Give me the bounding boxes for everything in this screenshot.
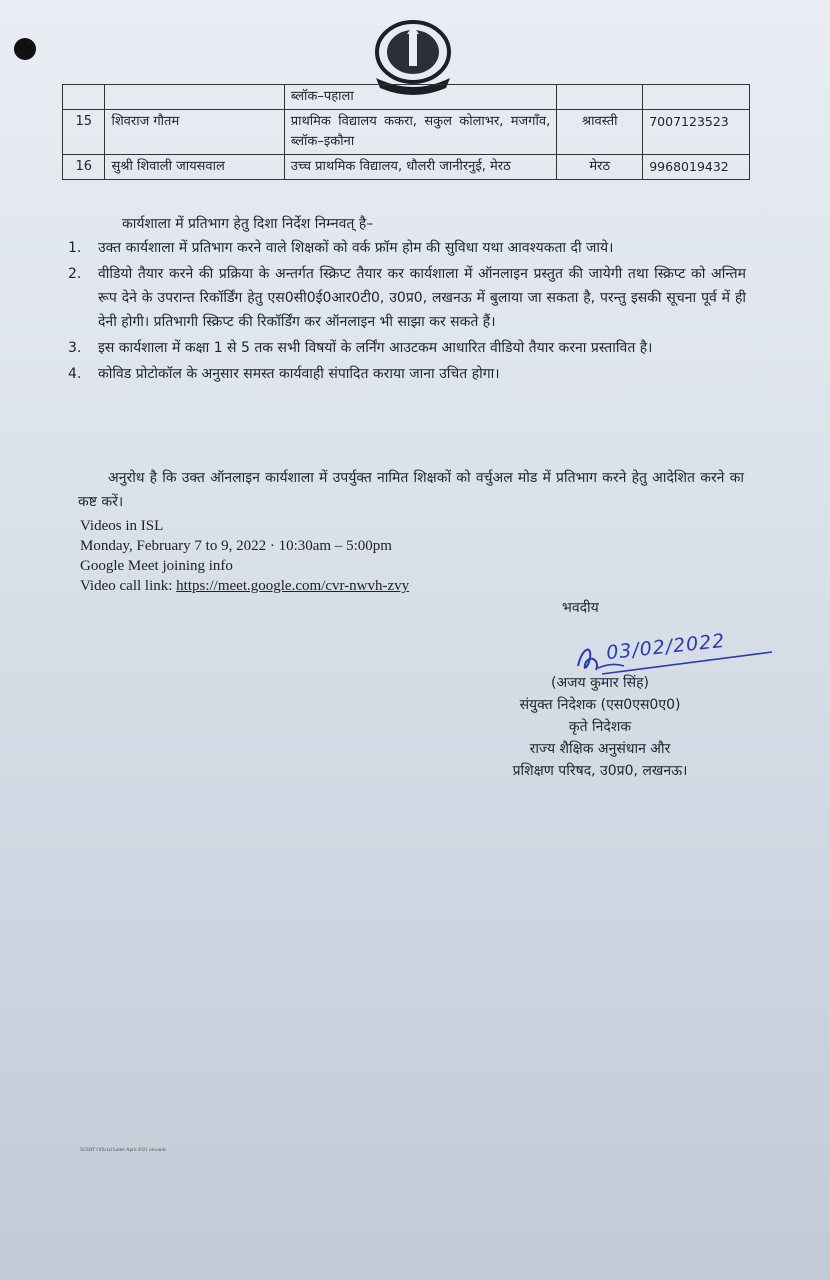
meeting-link-line [80,576,409,596]
signatory-on-behalf: कृते निदेशक [568,719,632,735]
guidelines-list [66,236,746,388]
signatory-org-line1: राज्य शैक्षिक अनुसंधान और [529,741,671,757]
cell-row-number: 16 [63,155,105,180]
cell-district [557,85,643,110]
cell-district: मेरठ [557,155,643,180]
guidelines-intro: कार्यशाला में प्रतिभाग हेतु दिशा निर्देश निम्नवत् है– [122,216,374,232]
table-row [63,155,750,180]
cell-phone-number [643,85,750,110]
meeting-title: Videos in ISL [80,518,164,534]
table-row [63,110,750,155]
guideline-item [66,336,746,360]
meeting-link[interactable]: https://meet.google.com/cvr-nwvh-zvy [176,578,410,594]
guideline-number: 3. [68,340,82,356]
cell-teacher-name: शिवराज गौतम [105,110,284,155]
guideline-text: इस कार्यशाला में कक्षा 1 से 5 तक सभी विषयों के लर्निंग आउटकम आधारित वीडियो तैयार करना प्रस्तावित है। [98,340,653,356]
cell-phone-number: 9968019432 [643,155,750,180]
table-row [63,85,750,110]
footer-note: SCERT Official Letter April 2021 onwards [80,1148,167,1153]
cell-teacher-name: सुश्री शिवाली जायसवाल [105,155,284,180]
guideline-number: 4. [68,366,82,382]
meeting-link-label: Video call link: [80,578,177,594]
guideline-text: उक्त कार्यशाला में प्रतिभाग करने वाले शिक्षकों को वर्क फ्रॉम होम की सुविधा यथा आवश्यकता दी जाये। [98,240,614,256]
signatory-block [480,672,720,782]
meeting-joining-info: Google Meet joining info [80,558,233,574]
request-paragraph: अनुरोध है कि उक्त ऑनलाइन कार्यशाला में उपर्युक्त नामित शिक्षकों को वर्चुअल मोड में प्रतिभाग करने हेतु आदेशित करने का कष्ट करें। [78,470,744,510]
meeting-when: Monday, February 7 to 9, 2022 · 10:30am – 5:00pm [80,538,392,554]
closing-salutation: भवदीय [562,600,599,616]
guideline-item [66,262,746,334]
cell-district: श्रावस्ती [557,110,643,155]
cell-row-number: 15 [63,110,105,155]
cell-phone-number: 7007123523 [643,110,750,155]
guideline-number: 1. [68,240,82,256]
signatory-name: (अजय कुमार सिंह) [550,675,650,691]
signatory-org-line2: प्रशिक्षण परिषद, उ0प्र0, लखनऊ। [512,763,688,779]
cell-teacher-name [105,85,284,110]
cell-school-address: प्राथमिक विद्यालय ककरा, सकुल कोलाभर, मजगाँव, ब्लॉक–इकौना [284,110,557,155]
participants-table [62,84,750,180]
guideline-text: वीडियो तैयार करने की प्रक्रिया के अन्तर्गत स्क्रिप्ट तैयार कर कार्यशाला में ऑनलाइन प्रस्तुत की जायेगी तथा स्क्रिप्ट को अन्तिम रूप देने के उपरान्त रिकॉर्डिंग हेतु एस0सी0ई0आर0टी0, उ0प्र0, लखनऊ में बुलाया जा सकता है, परन्तु इसकी सूचना पूर्व में ही देनी होगी। प्रतिभागी स्क्रिप्ट की रिकॉर्डिंग कर ऑनलाइन भी साझा कर सकते हैं। [98,266,746,330]
punch-hole [14,38,36,60]
signature-date: 03/02/2022 [605,629,727,665]
guideline-number: 2. [68,266,82,282]
signatory-designation: संयुक्त निदेशक (एस0एस0ए0) [519,697,681,713]
cell-school-address: ब्लॉक–पहाला [284,85,557,110]
guideline-item [66,362,746,386]
cell-school-address: उच्च प्राथमिक विद्यालय, धौलरी जानीरनुई, मेरठ [284,155,557,180]
cell-row-number [63,85,105,110]
meeting-info [80,516,409,596]
guideline-item [66,236,746,260]
guideline-text: कोविड प्रोटोकॉल के अनुसार समस्त कार्यवाही संपादित कराया जाना उचित होगा। [98,366,500,382]
